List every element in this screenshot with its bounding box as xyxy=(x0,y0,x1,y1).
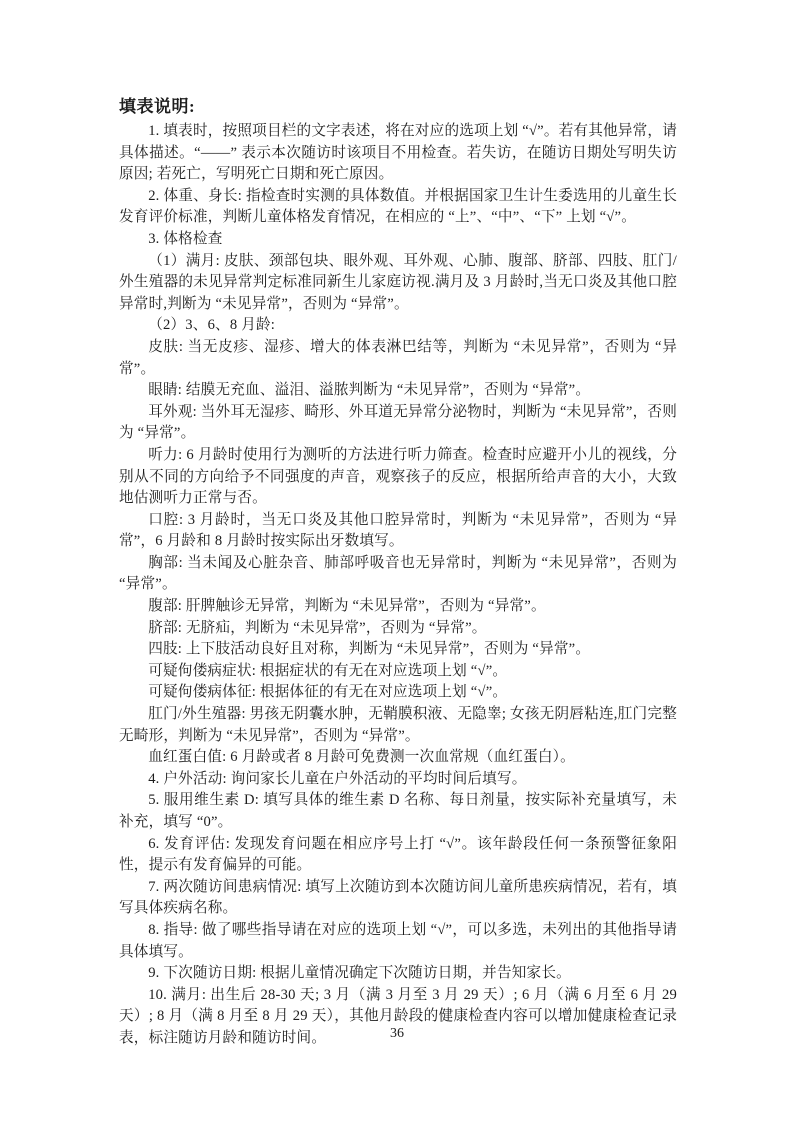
instruction-paragraph: 4. 户外活动: 询问家长儿童在户外活动的平均时间后填写。 xyxy=(148,770,527,787)
instruction-paragraph: 1. 填表时，按照项目栏的文字表述，将在对应的选项上划 “√”。若有其他异常，请具体描述。“——” 表示本次随访时该项目不用检查。若失访，在随访日期处写明失访原因; 若死亡，写明死亡日期和死亡原因。 xyxy=(119,123,677,183)
instruction-paragraph: 耳外观: 当外耳无湿疹、畸形、外耳道无异常分泌物时，判断为 “未见异常”，否则为 “异常”。 xyxy=(119,403,677,442)
instruction-paragraph: 口腔: 3 月龄时，当无口炎及其他口腔异常时，判断为 “未见异常”，否则为 “异常”，6 月龄和 8 月龄时按实际出牙数填写。 xyxy=(119,511,677,550)
instruction-paragraph: 肛门/外生殖器: 男孩无阴囊水肿，无鞘膜积液、无隐睾; 女孩无阴唇粘连,肛门完整无畸形，判断为 “未见异常”，否则为 “异常”。 xyxy=(119,706,677,744)
instruction-paragraph: 四肢: 上下肢活动良好且对称，判断为 “未见异常”，否则为 “异常”。 xyxy=(148,641,591,658)
instruction-paragraph: 听力: 6 月龄时使用行为测听的方法进行听力筛查。检查时应避开小儿的视线，分别从不同的方向给予不同强度的声音，观察孩子的反应，根据所给声音的大小，大致地估测听力正常与否。 xyxy=(119,446,677,507)
instruction-paragraph: （2）3、6、8 月龄: xyxy=(148,317,276,334)
document-content xyxy=(119,95,677,1050)
instruction-paragraph: 5. 服用维生素 D: 填写具体的维生素 D 名称、每日剂量，按实际补充量填写，未补充，填写 “0”。 xyxy=(119,792,677,830)
page-number: 36 xyxy=(390,1026,404,1041)
instruction-paragraph: 可疑佝偻病症状: 根据症状的有无在对应选项上划 “√”。 xyxy=(148,662,508,679)
instruction-paragraph: 腹部: 肝脾触诊无异常，判断为 “未见异常”，否则为 “异常”。 xyxy=(148,598,546,615)
instruction-paragraph: 可疑佝偻病体征: 根据体征的有无在对应选项上划 “√”。 xyxy=(148,684,508,701)
instruction-paragraph: 6. 发育评估: 发现发育问题在相应序号上打 “√”。该年龄段任何一条预警征象阳性，提示有发育偏异的可能。 xyxy=(119,835,677,874)
instruction-paragraph: 血红蛋白值: 6 月龄或者 8 月龄可免费测一次血常规（血红蛋白）。 xyxy=(148,749,575,766)
instruction-paragraph: 8. 指导: 做了哪些指导请在对应的选项上划 “√”，可以多选，未列出的其他指导请具体填写。 xyxy=(119,921,677,960)
instruction-paragraph: 9. 下次随访日期: 根据儿童情况确定下次随访日期，并告知家长。 xyxy=(148,965,571,982)
instruction-paragraph: 3. 体格检查 xyxy=(148,230,223,247)
instruction-paragraph: 7. 两次随访间患病情况: 填写上次随访到本次随访间儿童所患疾病情况，若有，填写具体疾病名称。 xyxy=(119,878,677,917)
instruction-paragraph: 胸部: 当未闻及心脏杂音、肺部呼吸音也无异常时，判断为 “未见异常”，否则为 “异常”。 xyxy=(119,554,677,593)
instructions-list xyxy=(119,121,677,1050)
instruction-paragraph: 10. 满月: 出生后 28-30 天; 3 月（满 3 月至 3 月 29 天）; 6 月（满 6 月至 6 月 29 天）; 8 月（满 8 月至 8 月 29 天），其他月龄段的健康检查内容可以增加健康检查记录表，标注随访月龄和随访时间。 xyxy=(119,986,677,1046)
instruction-paragraph: 2. 体重、身长: 指检查时实测的具体数值。并根据国家卫生计生委选用的儿童生长发育评价标准，判断儿童体格发育情况，在相应的 “上”、“中”、“下” 上划 “√”。 xyxy=(119,187,677,226)
page-title: 填表说明: xyxy=(119,97,196,116)
instruction-paragraph: 皮肤: 当无皮疹、湿疹、增大的体表淋巴结等，判断为 “未见异常”，否则为 “异常”。 xyxy=(119,338,677,377)
instruction-paragraph: （1）满月: 皮肤、颈部包块、眼外观、耳外观、心肺、腹部、脐部、四肢、肛门/外生殖器的未见异常判定标准同新生儿家庭访视.满月及 3 月龄时,当无口炎及其他口腔异常时,判断为 “未见异常”，否则为 “异常”。 xyxy=(119,252,677,312)
instruction-paragraph: 脐部: 无脐疝，判断为 “未见异常”，否则为 “异常”。 xyxy=(148,619,487,636)
instruction-paragraph: 眼睛: 结膜无充血、溢泪、溢脓判断为 “未见异常”，否则为 “异常”。 xyxy=(148,382,591,399)
